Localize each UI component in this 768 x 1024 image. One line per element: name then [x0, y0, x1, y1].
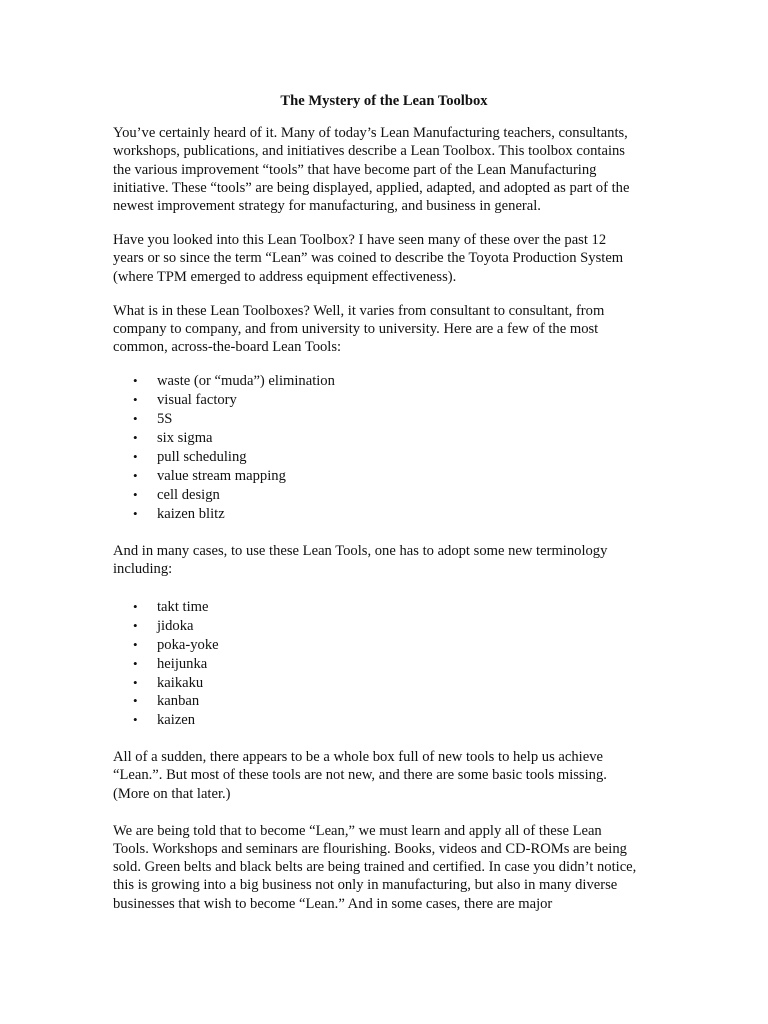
text-line: (More on that later.): [113, 785, 231, 802]
bullet-icon: •: [133, 712, 138, 728]
list-item: [113, 467, 653, 486]
bullet-icon: •: [133, 392, 138, 408]
bullet-icon: •: [133, 486, 138, 502]
text-line: businesses that wish to become “Lean.” And in some cases, there are major: [113, 895, 553, 912]
bullet-icon: •: [133, 636, 138, 652]
text-line: this is growing into a big business not only in manufacturing, but also in many diverse: [113, 877, 618, 894]
paragraph-terminology: [113, 542, 653, 578]
text-line: All of a sudden, there appears to be a whole box full of new tools to help us achieve: [113, 749, 603, 766]
list-item: [113, 655, 653, 674]
bullet-icon: •: [133, 693, 138, 709]
paragraph-new-tools: [113, 748, 653, 803]
text-line: newest improvement strategy for manufacturing, and business in general.: [113, 198, 541, 215]
list-item-text: poka-yoke: [157, 636, 219, 653]
text-line: We are being told that to become “Lean,” we must learn and apply all of these Lean: [113, 822, 602, 839]
list-item-text: kaikaku: [157, 674, 204, 691]
document-page: [113, 92, 653, 928]
text-line: And in many cases, to use these Lean Tools, one has to adopt some new terminology: [113, 542, 608, 559]
list-item: [113, 674, 653, 693]
list-item: [113, 486, 653, 505]
text-line: “Lean.”. But most of these tools are not new, and there are some basic tools missing.: [113, 767, 607, 784]
bullet-icon: •: [133, 373, 138, 389]
bullet-icon: •: [133, 655, 138, 671]
list-item: [113, 617, 653, 636]
list-item-text: pull scheduling: [157, 449, 247, 465]
list-item-text: kanban: [157, 693, 200, 710]
text-line: (where TPM emerged to address equipment effectiveness).: [113, 268, 457, 285]
list-item: [113, 372, 653, 391]
text-line: workshops, publications, and initiatives describe a Lean Toolbox. This toolbox contains: [113, 143, 625, 160]
text-line: sold. Green belts and black belts are being trained and certified. In case you didn’t notice,: [113, 859, 637, 876]
document-title: The Mystery of the Lean Toolbox: [280, 93, 488, 109]
bullet-icon: •: [133, 467, 138, 483]
list-item-text: kaizen: [157, 712, 196, 729]
list-item-text: kaizen blitz: [157, 505, 225, 522]
text-line: including:: [113, 560, 173, 577]
list-item-text: value stream mapping: [157, 467, 286, 484]
list-item: [113, 505, 653, 524]
list-item-text: visual factory: [157, 392, 237, 409]
terminology-list: [113, 598, 653, 730]
list-item: [113, 391, 653, 410]
text-line: Tools. Workshops and seminars are flourishing. Books, videos and CD-ROMs are being: [113, 841, 627, 858]
bullet-icon: •: [133, 449, 138, 464]
list-item-text: heijunka: [157, 655, 208, 672]
bullet-icon: •: [133, 674, 138, 690]
lean-tools-list: [113, 372, 653, 523]
text-line: company to company, and from university to university. Here are a few of the most: [113, 321, 599, 338]
list-item-text: cell design: [157, 486, 220, 503]
list-item-text: waste (or “muda”) elimination: [157, 373, 335, 390]
list-item: [113, 448, 653, 467]
bullet-icon: •: [133, 617, 138, 633]
paragraph-becoming-lean: [113, 822, 653, 913]
paragraph-intro: [113, 124, 653, 215]
text-line: What is in these Lean Toolboxes? Well, it varies from consultant to consultant, from: [113, 302, 605, 319]
text-line: the various improvement “tools” that have become part of the Lean Manufacturing: [113, 161, 597, 178]
paragraph-toolbox-contents: [113, 302, 653, 357]
list-item-text: 5S: [157, 411, 173, 428]
bullet-icon: •: [133, 505, 138, 521]
list-item: [113, 410, 653, 429]
bullet-icon: •: [133, 598, 138, 614]
bullet-icon: •: [133, 411, 138, 427]
text-line: common, across-the-board Lean Tools:: [113, 339, 342, 356]
list-item: [113, 636, 653, 655]
list-item-text: six sigma: [157, 430, 213, 447]
list-item: [113, 429, 653, 448]
text-line: years or so since the term “Lean” was coined to describe the Toyota Production System: [113, 250, 624, 267]
bullet-icon: •: [133, 430, 138, 446]
list-item-text: jidoka: [157, 617, 194, 634]
list-item-text: takt time: [157, 598, 209, 615]
list-item: [113, 598, 653, 617]
text-line: You’ve certainly heard of it. Many of today’s Lean Manufacturing teachers, consultants,: [113, 125, 628, 142]
list-item: [113, 692, 653, 711]
paragraph-toolbox-question: [113, 231, 653, 286]
list-item: [113, 711, 653, 730]
text-line: Have you looked into this Lean Toolbox? I have seen many of these over the past 12: [113, 232, 607, 249]
text-line: initiative. These “tools” are being displayed, applied, adapted, and adopted as part of the: [113, 179, 630, 196]
